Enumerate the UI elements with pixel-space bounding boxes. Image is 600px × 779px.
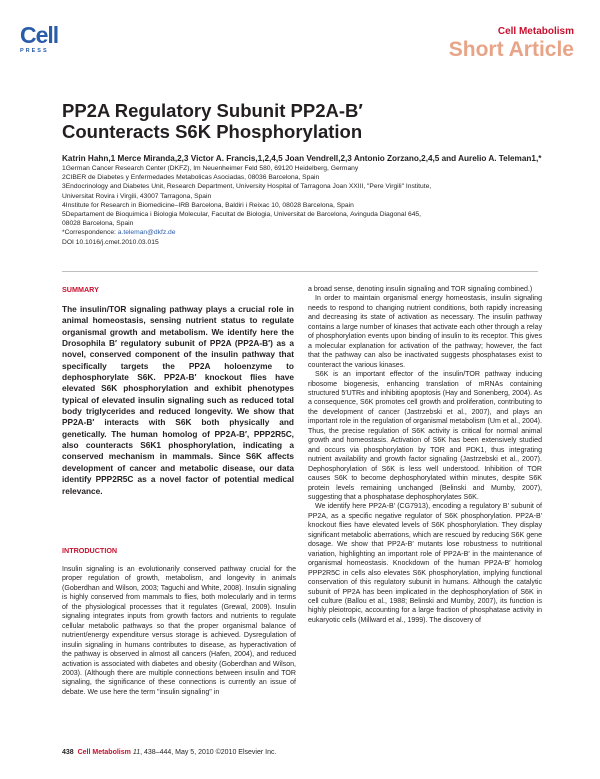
- doi[interactable]: DOI 10.1016/j.cmet.2010.03.015: [62, 238, 159, 246]
- summary-text: The insulin/TOR signaling pathway plays a crucial role in animal homeostasis, sensing nutrient status to regulate organismal growth and metabolism. We identify here the Drosophila B′ regulatory subunit of PP2A (PP2A-B′) as a novel, conserved component of the insulin pathway that specifically targets the PP2A holoenzyme to dephosphorylate S6K. PP2A-B′ knockout flies have elevated S6K phosphorylation and exhibit phenotypes typical of elevated insulin signaling such as reduced total body triglycerides and reduced longevity. We show that PP2A-B′ interacts with S6K both physically and genetically. The human homolog of PP2A-B′, PPP2R5C, also counteracts S6K1 phosphorylation, indicating a conserved mechanism in mammals. Since S6K affects development of cancer and metabolic disease, our data identify PPP2R5C as a novel factor of potential medical relevance.: [62, 304, 294, 496]
- affiliation-5-cont: 08028 Barcelona, Spain: [62, 220, 134, 228]
- introduction-heading: INTRODUCTION: [62, 546, 118, 555]
- right-paragraph-4: We identify here PP2A-B′ (CG7913), encoding a regulatory B′ subunit of PP2A, as a specific negative regulator of S6K phosphorylation. PP2A-B′ knockout flies have elevated levels of S6K phosphorylation. They display significant metabolic aberrations, which are rescued by reducing S6K gene dosage. We show that PP2A-B′ mutants lose robustness to nutritional variation, highlighting an important role of PP2A-B′ in the maintenance of organismal homeostasis. Knockdown of the human PP2A-B′ homolog PPP2R5C in cells also elevates S6K phosphorylation, implying functional conservation of this regulatory subunit in humans. Although the catalytic subunit of PP2A has been implicated in the dephosphorylation of S6K in cell culture (Ballou et al., 1988; Belinski and Mumby, 2007), its function is highly pleiotropic, accounting for a large fraction of phosphatase activity in eukaryotic cells (Millward et al., 1999). The discovery of: [308, 503, 542, 624]
- header-divider: [62, 271, 538, 272]
- paper-title: [62, 100, 562, 142]
- title-line-2: Counteracts S6K Phosphorylation: [62, 121, 363, 142]
- affiliation-3-cont: Universitat Rovira i Virgili, 43007 Tarragona, Spain: [62, 192, 212, 200]
- page-number: 438: [62, 749, 74, 756]
- affiliations: [62, 164, 542, 247]
- affiliation-3: 3Endocrinology and Diabetes Unit, Research Department, University Hospital of Tarragona Joan XXIII, "Pere Virgili" Institute,: [62, 183, 432, 191]
- page-footer: [62, 749, 276, 756]
- affiliation-4: 4Institute for Research in Biomedicine–IRB Barcelona, Baldiri i Reixac 10, 08028 Barcelona, Spain: [62, 201, 354, 209]
- logo-subtitle: PRESS: [20, 48, 49, 54]
- right-paragraph-3: S6K is an important effector of the insulin/TOR pathway inducing ribosome biogenesis, enhancing translation of mRNAs containing structured 5′UTRs and inhibiting apoptosis (Hay and Sonenberg, 2004). As a consequence, S6K promotes cell growth and proliferation, contributing to the development of cancer (Jastrzebski et al., 2007), and plays an important role in the regulation of organismal metabolism (Um et al., 2004). Thus, the precise regulation of S6K activity is critical for normal animal growth and homeostasis. Activation of S6K has been extensively studied and occurs via phosphorylation by TOR and PDK1, thus integrating nutrient availability and growth factor signaling (Jastrzebski et al., 2007). Dephosphorylation of S6K is less well understood. Inhibition of TOR causes S6K to become dephosphorylated within minutes, despite S6K protein levels remaining unchanged (Belinski and Mumby, 2007), suggesting that a phosphatase dephosphorylates S6K.: [308, 371, 542, 501]
- correspondence-email[interactable]: a.teleman@dkfz.de: [117, 229, 176, 237]
- right-paragraph-1: a broad sense, denoting insulin signaling and TOR signaling combined.): [308, 286, 533, 293]
- intro-paragraph-1: Insulin signaling is an evolutionarily conserved pathway crucial for the proper regulation of growth, metabolism, and longevity in animals (Goberdhan and Wilson, 2003; Taguchi and White, 2008). Insulin signaling is highly conserved from mammals to flies, both molecularly and in terms of the physiological processes that it regulates (Grewal, 2009). Insulin signaling integrates inputs from growth factors and nutrients to regulate cellular metabolic pathways so that the proper organismal balance of nutrient/energy expenditure versus storage is achieved. Dysregulation of insulin signaling in humans contributes to disease, as hyperactivation of the pathway is observed in almost all cancers (Hafen, 2004), and reduced activation is associated with diabetes and obesity (Goberdhan and Wilson, 2003). (Although there are multiple connections between insulin and TOR signaling, the significance of these connections is currently an issue of debate. We use here the term "insulin signaling" in: [62, 566, 296, 696]
- correspondence-label: *Correspondence:: [62, 229, 118, 237]
- logo-wordmark: Cell: [20, 22, 59, 48]
- title-line-1: PP2A Regulatory Subunit PP2A-B′: [62, 100, 363, 121]
- cell-press-logo: [20, 24, 60, 54]
- footer-citation: , 438–444, May 5, 2010 ©2010 Elsevier Inc.: [140, 749, 277, 756]
- affiliation-2: 2CIBER de Diabetes y Enfermedades Metabolicas Asociadas, 08036 Barcelona, Spain: [62, 174, 320, 182]
- author-list: Katrin Hahn,1 Merce Miranda,2,3 Victor A. Francis,1,2,4,5 Joan Vendrell,2,3 Antonio Zorzano,2,4,5 and Aurelio A. Teleman1,*: [62, 154, 542, 163]
- introduction-column: [62, 565, 296, 697]
- right-paragraph-2: In order to maintain organismal energy homeostasis, insulin signaling needs to respond to changing nutrient conditions, both rapidly increasing and decreasing its state of activation as necessary. The insulin pathway contains a large number of kinases that activate each other through a relay of phosphorylation events upon binding of insulin to its receptor. This gives a molecular explanation for activation of the pathway; however, the fact that the pathway can also be inactivated suggests phosphatases exist to counteract the various kinases.: [308, 295, 542, 369]
- footer-journal: Cell Metabolism: [77, 749, 131, 756]
- right-column: [308, 285, 542, 625]
- footer-volume: 11: [132, 749, 141, 756]
- summary-heading: SUMMARY: [62, 285, 99, 294]
- article-type: Short Article: [448, 38, 574, 61]
- correspondence: [62, 228, 542, 237]
- affiliation-1: 1German Cancer Research Center (DKFZ), Im Neuenheimer Feld 580, 69120 Heidelberg, Germany: [62, 165, 359, 172]
- journal-name[interactable]: Cell Metabolism: [497, 26, 574, 37]
- affiliation-5: 5Departament de Bioquimica i Biologia Molecular, Facultat de Biologia, Universitat de Barcelona, Avinguda Diagonal 645,: [62, 211, 421, 219]
